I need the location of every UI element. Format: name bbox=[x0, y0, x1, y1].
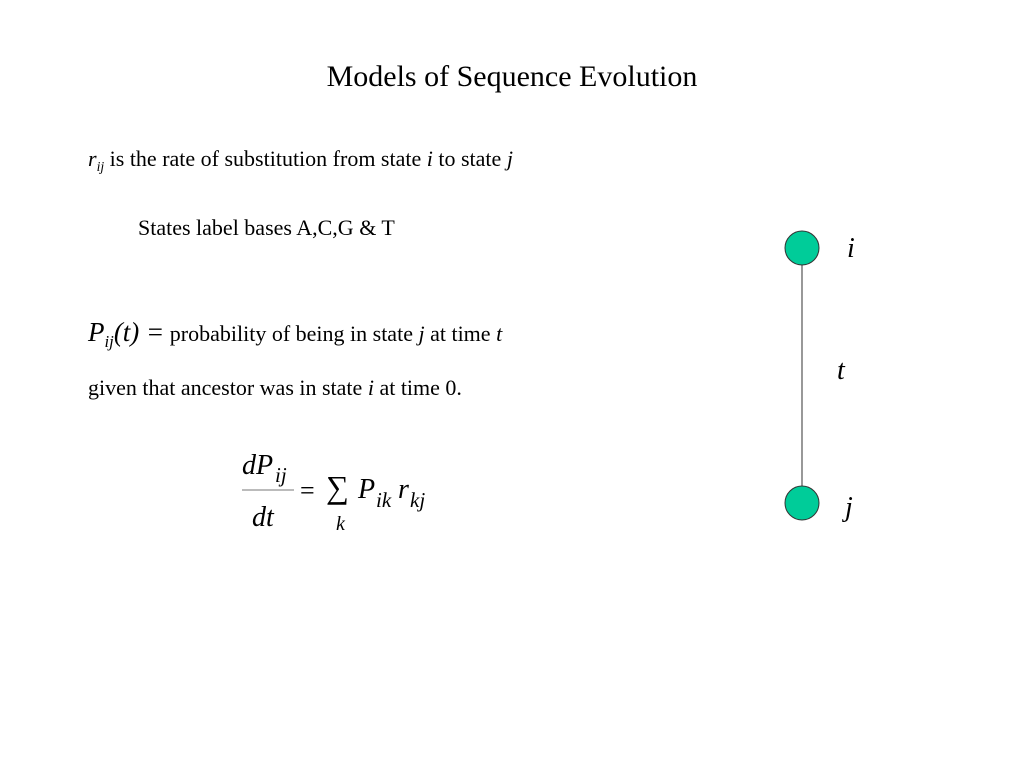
ancestor-node bbox=[785, 231, 819, 265]
branch-diagram bbox=[770, 220, 890, 540]
sum-index: k bbox=[336, 513, 345, 535]
branch-label-t: t bbox=[837, 355, 845, 386]
prob-text-1: probability of being in state bbox=[164, 321, 419, 346]
rate-var-j: j bbox=[506, 146, 513, 171]
slide-title: Models of Sequence Evolution bbox=[326, 60, 698, 93]
eq-r-sub: kj bbox=[410, 488, 426, 512]
eq-denominator: dt bbox=[252, 502, 274, 533]
eq-p: P bbox=[358, 474, 376, 505]
rate-subscript: ij bbox=[96, 158, 105, 174]
eq-equals: = bbox=[300, 476, 315, 505]
cond-text-2: at time 0. bbox=[373, 375, 462, 400]
prob-subscript: ij bbox=[104, 331, 114, 351]
probability-condition bbox=[88, 375, 462, 401]
prob-arg: (t) = bbox=[113, 317, 165, 347]
cond-text-1: given that ancestor was in state bbox=[88, 375, 368, 400]
node-label-i: i bbox=[847, 233, 855, 264]
descendant-node bbox=[785, 486, 819, 520]
eq-p-sub: ik bbox=[376, 488, 392, 512]
eq-numerator: dP bbox=[242, 450, 274, 481]
rate-text-2: to state bbox=[432, 146, 507, 171]
rate-text-1: is the rate of substitution from state bbox=[104, 146, 427, 171]
rate-definition bbox=[88, 146, 513, 172]
master-equation bbox=[230, 440, 490, 550]
node-label-j: j bbox=[845, 492, 853, 523]
eq-r: r bbox=[398, 474, 409, 505]
prob-text-2: at time bbox=[424, 321, 497, 346]
rate-symbol: r bbox=[88, 146, 97, 171]
prob-var-t: t bbox=[496, 321, 503, 346]
states-note: States label bases A,C,G & T bbox=[138, 215, 395, 240]
cond-var-i: i bbox=[367, 375, 374, 400]
rate-var-i: i bbox=[426, 146, 433, 171]
prob-var-j: j bbox=[418, 321, 425, 346]
eq-numerator-sub: ij bbox=[275, 463, 287, 487]
sum-sign: ∑ bbox=[326, 469, 349, 505]
probability-definition bbox=[88, 317, 503, 351]
prob-symbol: P bbox=[88, 317, 105, 347]
